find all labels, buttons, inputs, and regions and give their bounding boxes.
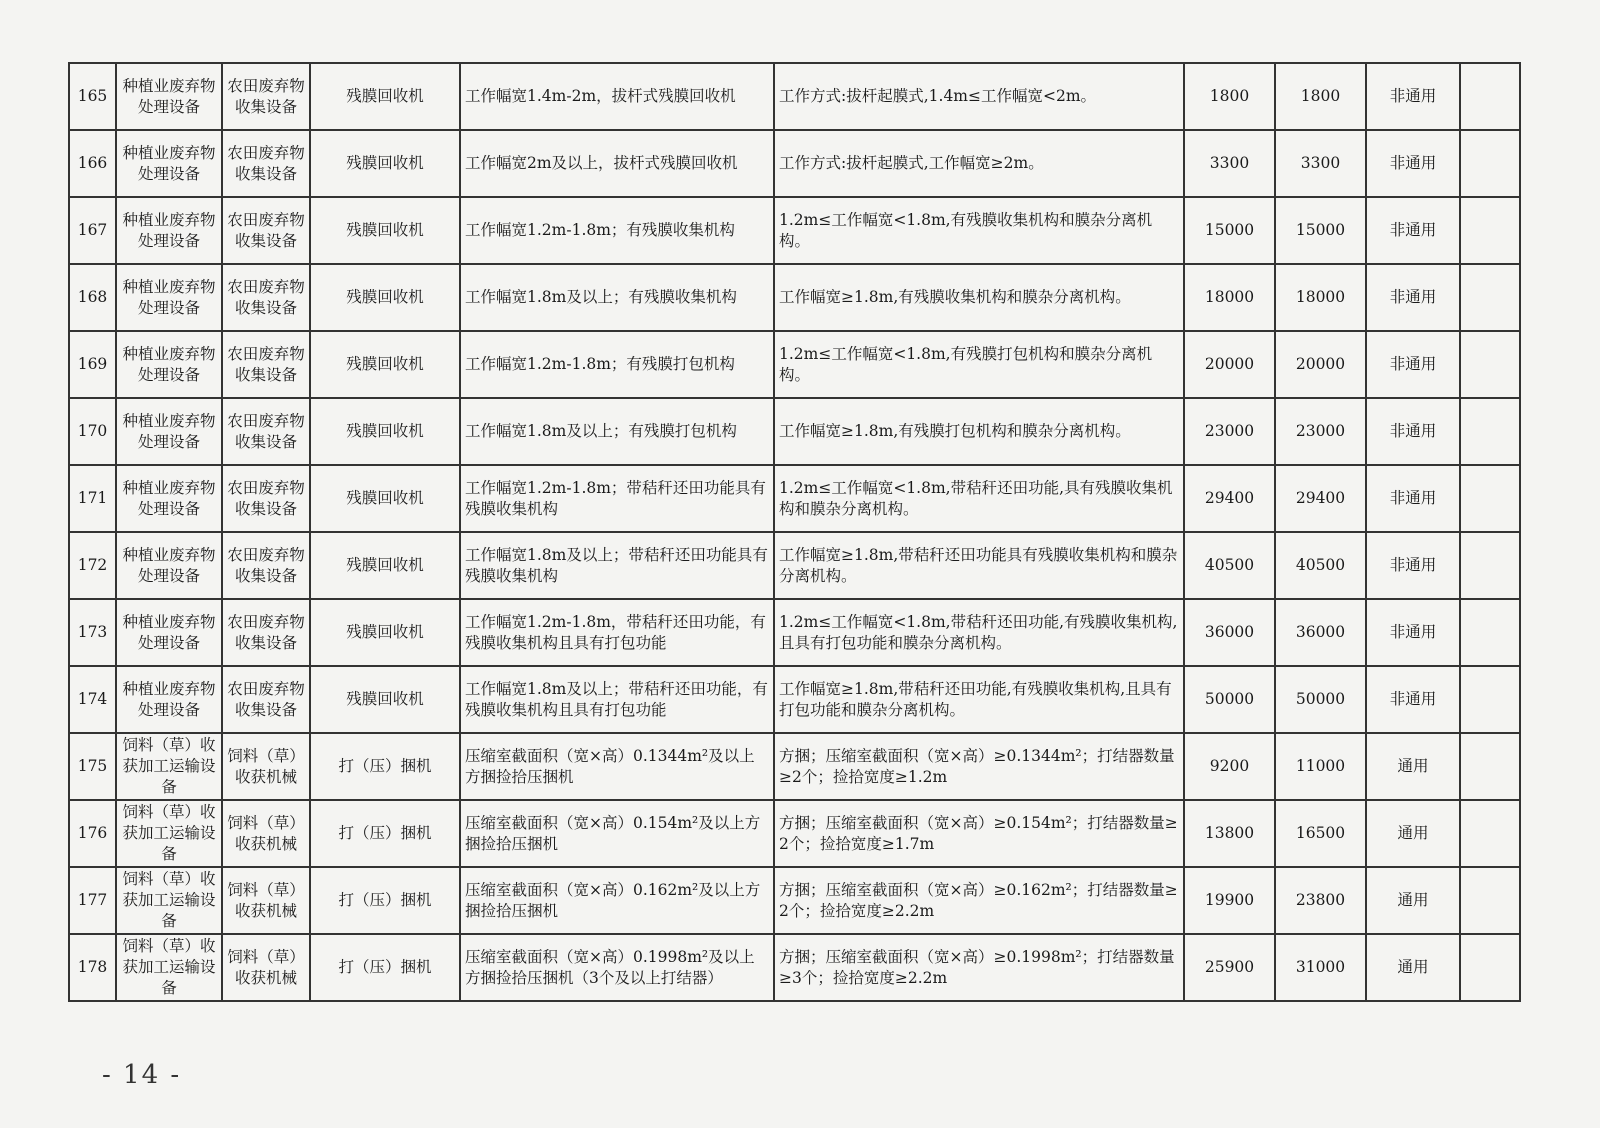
cell-spec: 工作幅宽1.2m-1.8m；有残膜收集机构: [460, 197, 774, 264]
cell-item: 残膜回收机: [310, 599, 460, 666]
table-row: [69, 197, 1520, 264]
cell-type: 非通用: [1366, 599, 1460, 666]
cell-spec: 压缩室截面积（宽×高）0.162m²及以上方捆捡拾压捆机: [460, 867, 774, 934]
cell-params: 1.2m≤工作幅宽<1.8m,带秸秆还田功能,有残膜收集机构,且具有打包功能和膜杂分离机构。: [774, 599, 1184, 666]
cell-type: 通用: [1366, 800, 1460, 867]
cell-item: 残膜回收机: [310, 398, 460, 465]
table-row: [69, 934, 1520, 1001]
cell-max-amount: 3300: [1275, 130, 1366, 197]
cell-note: [1460, 197, 1520, 264]
cell-max-amount: 29400: [1275, 465, 1366, 532]
table-row: [69, 666, 1520, 733]
cell-central-amount: 1800: [1184, 63, 1275, 130]
cell-type: 非通用: [1366, 130, 1460, 197]
cell-number: 166: [69, 130, 116, 197]
cell-subcategory: 农田废弃物收集设备: [222, 666, 310, 733]
cell-note: [1460, 599, 1520, 666]
cell-spec: 工作幅宽1.4m-2m，拔杆式残膜回收机: [460, 63, 774, 130]
cell-number: 173: [69, 599, 116, 666]
cell-max-amount: 23000: [1275, 398, 1366, 465]
table-row: [69, 800, 1520, 867]
cell-item: 残膜回收机: [310, 331, 460, 398]
cell-max-amount: 23800: [1275, 867, 1366, 934]
cell-params: 1.2m≤工作幅宽<1.8m,有残膜打包机构和膜杂分离机构。: [774, 331, 1184, 398]
cell-item: 残膜回收机: [310, 63, 460, 130]
cell-central-amount: 29400: [1184, 465, 1275, 532]
table-row: [69, 331, 1520, 398]
cell-type: 通用: [1366, 733, 1460, 800]
cell-type: 非通用: [1366, 331, 1460, 398]
table-body: [69, 63, 1520, 1001]
cell-type: 非通用: [1366, 666, 1460, 733]
cell-central-amount: 25900: [1184, 934, 1275, 1001]
cell-spec: 工作幅宽1.8m及以上；带秸秆还田功能，有残膜收集机构且具有打包功能: [460, 666, 774, 733]
table-row: [69, 733, 1520, 800]
cell-params: 工作幅宽≥1.8m,有残膜收集机构和膜杂分离机构。: [774, 264, 1184, 331]
cell-spec: 工作幅宽2m及以上，拔杆式残膜回收机: [460, 130, 774, 197]
cell-spec: 工作幅宽1.8m及以上；有残膜打包机构: [460, 398, 774, 465]
table-row: [69, 264, 1520, 331]
cell-params: 工作幅宽≥1.8m,有残膜打包机构和膜杂分离机构。: [774, 398, 1184, 465]
cell-number: 174: [69, 666, 116, 733]
cell-category: 饲料（草）收获加工运输设备: [116, 934, 222, 1001]
cell-item: 残膜回收机: [310, 465, 460, 532]
cell-params: 方捆；压缩室截面积（宽×高）≥0.162m²；打结器数量≥2个；捡拾宽度≥2.2m: [774, 867, 1184, 934]
cell-number: 178: [69, 934, 116, 1001]
cell-note: [1460, 934, 1520, 1001]
cell-spec: 工作幅宽1.8m及以上；有残膜收集机构: [460, 264, 774, 331]
cell-subcategory: 饲料（草）收获机械: [222, 733, 310, 800]
cell-central-amount: 20000: [1184, 331, 1275, 398]
cell-subcategory: 农田废弃物收集设备: [222, 398, 310, 465]
cell-spec: 压缩室截面积（宽×高）0.1344m²及以上方捆捡拾压捆机: [460, 733, 774, 800]
cell-params: 工作方式:拔杆起膜式,工作幅宽≥2m。: [774, 130, 1184, 197]
cell-note: [1460, 867, 1520, 934]
cell-number: 175: [69, 733, 116, 800]
cell-central-amount: 19900: [1184, 867, 1275, 934]
cell-note: [1460, 331, 1520, 398]
cell-central-amount: 9200: [1184, 733, 1275, 800]
cell-params: 工作幅宽≥1.8m,带秸秆还田功能,有残膜收集机构,且具有打包功能和膜杂分离机构。: [774, 666, 1184, 733]
cell-subcategory: 农田废弃物收集设备: [222, 197, 310, 264]
cell-number: 171: [69, 465, 116, 532]
cell-max-amount: 18000: [1275, 264, 1366, 331]
cell-max-amount: 15000: [1275, 197, 1366, 264]
cell-central-amount: 23000: [1184, 398, 1275, 465]
cell-type: 非通用: [1366, 398, 1460, 465]
cell-max-amount: 1800: [1275, 63, 1366, 130]
cell-subcategory: 饲料（草）收获机械: [222, 800, 310, 867]
cell-subcategory: 饲料（草）收获机械: [222, 867, 310, 934]
cell-number: 167: [69, 197, 116, 264]
cell-category: 种植业废弃物处理设备: [116, 264, 222, 331]
table-row: [69, 63, 1520, 130]
cell-subcategory: 农田废弃物收集设备: [222, 465, 310, 532]
cell-number: 168: [69, 264, 116, 331]
cell-central-amount: 15000: [1184, 197, 1275, 264]
cell-spec: 压缩室截面积（宽×高）0.154m²及以上方捆捡拾压捆机: [460, 800, 774, 867]
cell-max-amount: 31000: [1275, 934, 1366, 1001]
cell-category: 种植业废弃物处理设备: [116, 465, 222, 532]
cell-spec: 工作幅宽1.8m及以上；带秸秆还田功能具有残膜收集机构: [460, 532, 774, 599]
cell-type: 非通用: [1366, 264, 1460, 331]
cell-number: 172: [69, 532, 116, 599]
cell-category: 种植业废弃物处理设备: [116, 130, 222, 197]
cell-subcategory: 农田废弃物收集设备: [222, 63, 310, 130]
cell-params: 1.2m≤工作幅宽<1.8m,带秸秆还田功能,具有残膜收集机构和膜杂分离机构。: [774, 465, 1184, 532]
cell-spec: 工作幅宽1.2m-1.8m，带秸秆还田功能，有残膜收集机构且具有打包功能: [460, 599, 774, 666]
cell-category: 饲料（草）收获加工运输设备: [116, 867, 222, 934]
cell-number: 176: [69, 800, 116, 867]
cell-spec: 工作幅宽1.2m-1.8m；有残膜打包机构: [460, 331, 774, 398]
table-row: [69, 532, 1520, 599]
cell-subcategory: 农田废弃物收集设备: [222, 599, 310, 666]
cell-category: 饲料（草）收获加工运输设备: [116, 733, 222, 800]
cell-subcategory: 农田废弃物收集设备: [222, 532, 310, 599]
cell-note: [1460, 532, 1520, 599]
cell-subcategory: 农田废弃物收集设备: [222, 264, 310, 331]
cell-subcategory: 农田废弃物收集设备: [222, 130, 310, 197]
cell-note: [1460, 666, 1520, 733]
cell-category: 种植业废弃物处理设备: [116, 666, 222, 733]
cell-subcategory: 农田废弃物收集设备: [222, 331, 310, 398]
cell-params: 工作幅宽≥1.8m,带秸秆还田功能具有残膜收集机构和膜杂分离机构。: [774, 532, 1184, 599]
cell-item: 残膜回收机: [310, 264, 460, 331]
cell-central-amount: 36000: [1184, 599, 1275, 666]
cell-category: 种植业废弃物处理设备: [116, 599, 222, 666]
table-row: [69, 465, 1520, 532]
cell-central-amount: 18000: [1184, 264, 1275, 331]
cell-spec: 压缩室截面积（宽×高）0.1998m²及以上方捆捡拾压捆机（3个及以上打结器）: [460, 934, 774, 1001]
cell-note: [1460, 733, 1520, 800]
table-row: [69, 599, 1520, 666]
cell-params: 方捆；压缩室截面积（宽×高）≥0.1344m²；打结器数量≥2个；捡拾宽度≥1.2m: [774, 733, 1184, 800]
cell-number: 177: [69, 867, 116, 934]
table-row: [69, 398, 1520, 465]
cell-note: [1460, 264, 1520, 331]
cell-item: 打（压）捆机: [310, 800, 460, 867]
cell-note: [1460, 398, 1520, 465]
cell-category: 种植业废弃物处理设备: [116, 63, 222, 130]
cell-note: [1460, 63, 1520, 130]
cell-type: 非通用: [1366, 63, 1460, 130]
cell-category: 种植业废弃物处理设备: [116, 398, 222, 465]
cell-item: 残膜回收机: [310, 130, 460, 197]
cell-note: [1460, 465, 1520, 532]
subsidy-table: [68, 62, 1521, 1002]
cell-max-amount: 20000: [1275, 331, 1366, 398]
cell-max-amount: 50000: [1275, 666, 1366, 733]
cell-category: 种植业废弃物处理设备: [116, 197, 222, 264]
cell-params: 方捆；压缩室截面积（宽×高）≥0.154m²；打结器数量≥2个；捡拾宽度≥1.7m: [774, 800, 1184, 867]
cell-number: 169: [69, 331, 116, 398]
cell-max-amount: 16500: [1275, 800, 1366, 867]
cell-central-amount: 3300: [1184, 130, 1275, 197]
cell-subcategory: 饲料（草）收获机械: [222, 934, 310, 1001]
cell-note: [1460, 130, 1520, 197]
cell-item: 残膜回收机: [310, 197, 460, 264]
cell-params: 1.2m≤工作幅宽<1.8m,有残膜收集机构和膜杂分离机构。: [774, 197, 1184, 264]
cell-params: 工作方式:拔杆起膜式,1.4m≤工作幅宽<2m。: [774, 63, 1184, 130]
cell-number: 170: [69, 398, 116, 465]
page-number: - 14 -: [102, 1060, 182, 1090]
cell-item: 打（压）捆机: [310, 733, 460, 800]
cell-params: 方捆；压缩室截面积（宽×高）≥0.1998m²；打结器数量≥3个；捡拾宽度≥2.2m: [774, 934, 1184, 1001]
cell-category: 种植业废弃物处理设备: [116, 331, 222, 398]
cell-category: 饲料（草）收获加工运输设备: [116, 800, 222, 867]
cell-item: 残膜回收机: [310, 666, 460, 733]
cell-number: 165: [69, 63, 116, 130]
cell-type: 通用: [1366, 867, 1460, 934]
cell-type: 通用: [1366, 934, 1460, 1001]
cell-note: [1460, 800, 1520, 867]
cell-type: 非通用: [1366, 197, 1460, 264]
cell-item: 打（压）捆机: [310, 867, 460, 934]
table-row: [69, 130, 1520, 197]
cell-spec: 工作幅宽1.2m-1.8m；带秸秆还田功能具有残膜收集机构: [460, 465, 774, 532]
cell-category: 种植业废弃物处理设备: [116, 532, 222, 599]
cell-max-amount: 11000: [1275, 733, 1366, 800]
cell-item: 残膜回收机: [310, 532, 460, 599]
table-row: [69, 867, 1520, 934]
cell-central-amount: 50000: [1184, 666, 1275, 733]
cell-max-amount: 40500: [1275, 532, 1366, 599]
cell-max-amount: 36000: [1275, 599, 1366, 666]
cell-central-amount: 13800: [1184, 800, 1275, 867]
cell-central-amount: 40500: [1184, 532, 1275, 599]
cell-item: 打（压）捆机: [310, 934, 460, 1001]
cell-type: 非通用: [1366, 532, 1460, 599]
cell-type: 非通用: [1366, 465, 1460, 532]
